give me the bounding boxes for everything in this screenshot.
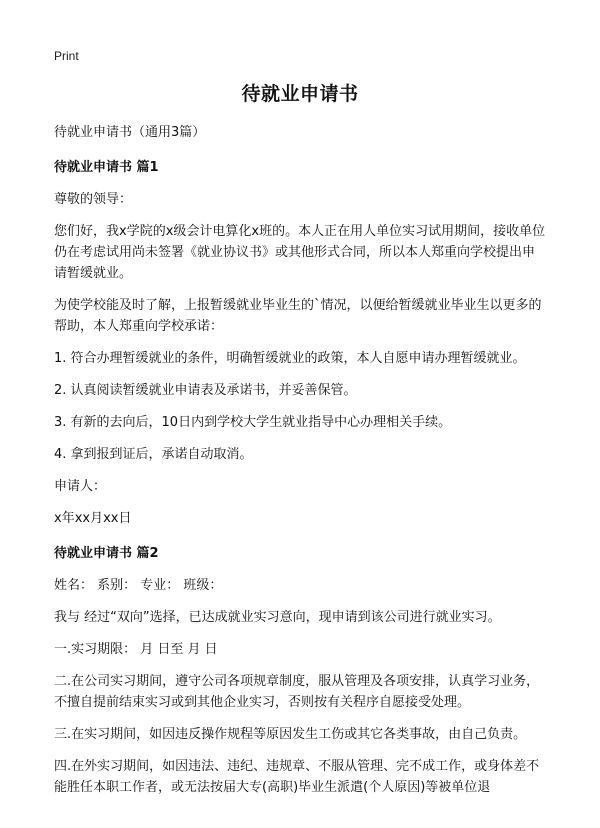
info-fields: 姓名： 系别： 专业： 班级： (54, 578, 223, 593)
paragraph: 您们好，我x学院的x级会计电算化x班的。本人正在用人单位实习试用期间，接收单位仍在考虑试用尚未签署《就业协议书》或其他形式合同，所以本人郑重向学校提出申请暂缓就业。 (54, 224, 546, 281)
document-title: 待就业申请书 (241, 83, 359, 105)
list-item: 3. 有新的去向后，10日内到学校大学生就业指导中心办理相关手续。 (54, 415, 452, 430)
section-heading-1: 待就业申请书 篇1 (54, 160, 159, 175)
date-line: x年xx月xx日 (54, 511, 132, 526)
section-heading-2: 待就业申请书 篇2 (54, 546, 159, 561)
list-item: 二.在公司实习期间，遵守公司各项规章制度，服从管理及各项安排，认真学习业务，不擅自提前结束实习或到其他企业实习，否则按有关程序自愿接受处理。 (54, 674, 540, 710)
list-item: 四.在外实习期间，如因违法、违纪、违规章、不服从管理、完不成工作，或身体差不能胜任本职工作者，或无法按届大专(高职)毕业生派遣(个人原因)等被单位退 (54, 759, 540, 795)
applicant-label: 申请人： (54, 479, 107, 494)
list-item: 1. 符合办理暂缓就业的条件，明确暂缓就业的政策，本人自愿申请办理暂缓就业。 (54, 351, 526, 366)
salutation: 尊敬的领导： (54, 192, 133, 207)
list-item: 一.实习期限： 月 日至 月 日 (54, 642, 218, 657)
print-link[interactable]: Print (54, 49, 79, 63)
list-item: 2. 认真阅读暂缓就业申请表及承诺书，并妥善保管。 (54, 383, 357, 398)
list-item: 三.在实习期间，如因违反操作规程等原因发生工伤或其它各类事故，由自己负责。 (54, 727, 527, 742)
paragraph: 我与 经过“双向”选择，已达成就业实习意向，现申请到该公司进行就业实习。 (54, 610, 501, 625)
paragraph: 为使学校能及时了解，上报暂缓就业毕业生的`情况，以便给暂缓就业毕业生以更多的帮助，本人郑重向学校承诺： (54, 298, 542, 334)
list-item: 4. 拿到报到证后，承诺自动取消。 (54, 447, 253, 462)
document-subtitle: 待就业申请书（通用3篇） (54, 125, 206, 140)
